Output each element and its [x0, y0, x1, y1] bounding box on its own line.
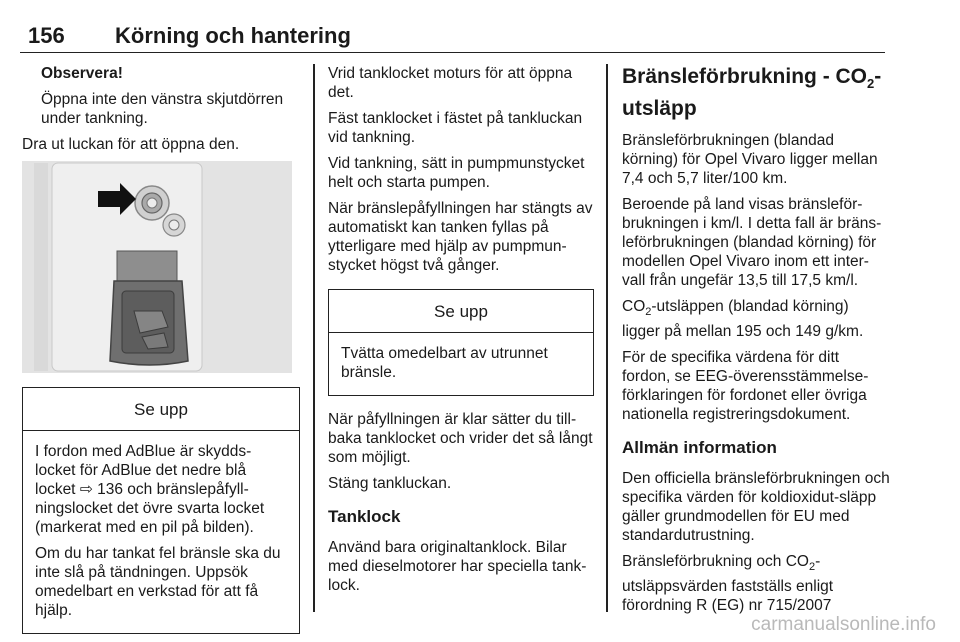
- note-title: Observera!: [41, 65, 123, 82]
- caution-box-adblue: [22, 387, 300, 634]
- caution-text-1: I fordon med AdBlue är skydds-locket för AdBlue det nedre blå locket ⇨ 136 och bränslepåfyll-ningslocket det övre svarta locket (markerat med en pil på bilden).: [35, 443, 265, 536]
- caution-text: Tvätta omedelbart av utrunnet bränsle.: [341, 345, 548, 381]
- section-heading-tanklock: Tanklock: [328, 507, 401, 526]
- caution-title: Se upp: [23, 388, 299, 431]
- paragraph-5: Den officiella bränsleförbrukningen och specifika värden för koldioxidut-släpp gäller grundmodellen för EU med standardutrustning.: [622, 470, 890, 545]
- caution-title: Se upp: [329, 290, 593, 333]
- chapter-title: Körning och hantering: [115, 23, 351, 48]
- paragraph-1: Bränsleförbrukningen (blandad körning) för Opel Vivaro ligger mellan 7,4 och 5,7 liter/100 km.: [622, 132, 878, 188]
- column-divider-1: [313, 64, 315, 612]
- paragraph-6: Bränsleförbrukning och $CO_2$-utsläppsvärden fastställs enligt förordning R (EG) nr 715/2007: [622, 553, 834, 615]
- intro-text: Dra ut luckan för att öppna den.: [22, 136, 240, 153]
- page-number: 156: [28, 23, 65, 48]
- paragraph-4: När bränslepåfyllningen har stängts av automatiskt kan tanken fyllas på ytterligare med hjälp av pumpmun-stycket högst två gånger.: [328, 200, 593, 274]
- paragraph-6: Stäng tankluckan.: [328, 475, 452, 492]
- section-title-fuel-consumption: Bränsleförbrukning - $CO_2$-utsläpp: [622, 65, 882, 121]
- paragraph-2: Beroende på land visas bränsleför-brukningen i km/l. I detta fall är bräns-leförbrukningen (blandad körning) för modellen Opel Vivaro inom ett inter-vall från ungefär 13,5 till 17,5 km/l.: [622, 196, 882, 290]
- note-text: Öppna inte den vänstra skjutdörren under tankning.: [41, 91, 284, 127]
- reference-arrow-icon: ⇨: [79, 481, 93, 498]
- paragraph-3: $CO_2$-utsläppen (blandad körning) ligger på mellan 195 och 149 g/km.: [622, 298, 864, 341]
- caution-box-fuel: [328, 289, 594, 396]
- caution-text-2: Om du har tankat fel bränsle ska du inte slå på tändningen. Uppsök omedelbart en verkstad för att få hjälp.: [35, 545, 281, 619]
- paragraph-4: För de specifika värdena för ditt fordon, se EEG-överensstämmelse-förklaringen för fordonet eller övriga nationella registreringsdokument.: [622, 349, 869, 424]
- paragraph-7: Använd bara originaltanklock. Bilar med dieselmotorer har speciella tank-lock.: [328, 539, 587, 594]
- column-3: [622, 64, 890, 622]
- paragraph-3: Vid tankning, sätt in pumpmunstycket helt och starta pumpen.: [328, 155, 585, 191]
- paragraph-1: Vrid tanklocket moturs för att öppna det.: [328, 65, 573, 101]
- fuel-filler-illustration: [22, 161, 292, 373]
- paragraph-2: Fäst tanklocket i fästet på tankluckan vid tankning.: [328, 110, 583, 146]
- page-header: [20, 22, 885, 53]
- fuel-flap-image: [22, 161, 292, 373]
- paragraph-5: När påfyllningen är klar sätter du till-baka tanklocket och vrider det så långt som möjligt.: [328, 411, 593, 466]
- watermark: carmanualsonline.info: [751, 614, 936, 635]
- column-2: [328, 64, 594, 602]
- column-divider-2: [606, 64, 608, 612]
- section-heading-general-info: Allmän information: [622, 438, 777, 458]
- column-1: [22, 64, 300, 634]
